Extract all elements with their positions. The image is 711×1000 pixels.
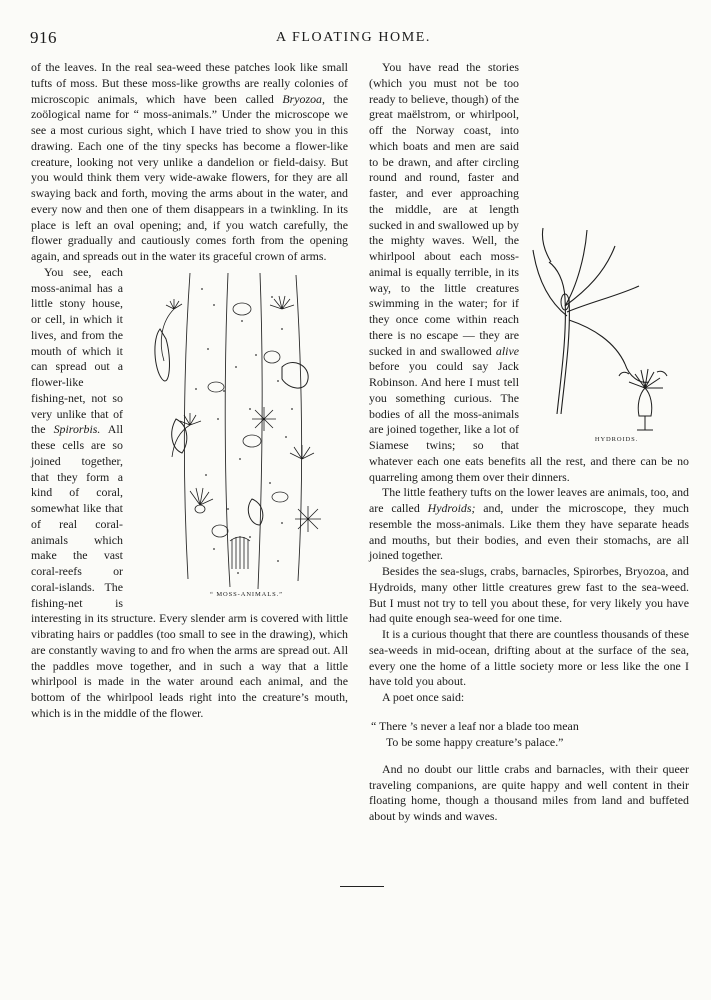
right-column [369, 60, 689, 825]
paragraph-right-3: Besides the sea-slugs, crabs, barnacles, Spirorbes, Bryozoa, and Hydroids, many other little creatures grew fast to the sea-weed. But I must not try to tell you about these, for very likely you have had quite enough sea-weed for one time. [369, 564, 689, 626]
paragraph-right-5: A poet once said: [382, 690, 465, 704]
paragraph-left-2-text: You see, each moss-animal has a little stony house, or cell, in which it lives, and from the mouth of which it can spread out a flower-like fishing-net, not so very unlike that of the Spirorbis. All these cells are so joined together, that they form a kind of coral, somewhat like that of real coral-animals which make the vast coral-reefs or coral-islands. The fishing-net is interesting in its structure. Every slender arm is covered with little vibrating hairs or paddles (too small to see in the drawing), which are constantly waving to and fro when the arms are spread out. All the paddles move together, and in such a way that a little whirlpool is made in the water around each animal, and the bottom of the whirlpool leads right into the creature’s mouth, which is in the middle of the flower. [31, 264, 348, 720]
poem-line-2: To be some happy creature’s palace.” [386, 734, 564, 749]
moss-animals-illustration [132, 269, 348, 605]
paragraph-right-4: It is a curious thought that there are countless thousands of these sea-weeds in mid-ocean, drifting about at the surface of the sea, every one the home of a little society more or less like the one I have told you about. [369, 627, 689, 689]
hydroids-caption: HYDROIDS. [594, 436, 639, 444]
paragraph-right-1-text: You have read the stories (which you must not be too ready to believe, though) of the great maëlstrom, or whirlpool, off the Norway coast, into which boats and men are said to be drawn, and after circling round and round, faster and faster, and ever approaching the middle, are at length sucked in and swallowed up by the mighty waves. Well, the whirlpool about each moss-animal is equally terrible, in its way, to the little creatures swimming in the water; for if they once come within reach there is no escape — they are sucked in and swallowed alive before you could say Jack Robinson. And here I must tell you something curious. The bodies of all the moss-animals are joined together, like a lot of Siamese twins; so that whatever each one eats benefits all the rest, and there can be no quarreling among them over their dinners. [369, 60, 689, 484]
paragraph-right-2: The little feathery tufts on the lower leaves are animals, too, and are called Hydroids; and, under the microscope, they much resemble the moss-animals. Like them they have separate heads and mouths, but their bodies, and even their stomachs, are all joined together. [369, 485, 689, 563]
paragraph-left-2 [31, 265, 348, 722]
moss-animals-drawing [132, 269, 348, 605]
hydroids-drawing [527, 216, 693, 450]
moss-animals-caption: “ MOSS-ANIMALS.” [210, 591, 283, 598]
paragraph-right-1 [369, 60, 689, 485]
page-header [30, 28, 677, 52]
running-title: A FLOATING HOME. [275, 30, 432, 45]
paragraph-right-6: And no doubt our little crabs and barnacles, with their queer traveling companions, are quite happy and well content in their floating home, though a thousand miles from land and buffeted about by winds and waves. [369, 761, 689, 823]
end-rule [340, 886, 384, 887]
paragraph-left-1: of the leaves. In the real sea-weed these patches look like small tufts of moss. But these moss-like growths are really colonies of microscopic animals, which have been called Bryozoa, the zoölogical name for “ moss-animals.” Under the microscope we see a most curious sight, which I have tried to show you in this drawing. Each one of the tiny specks has become a flower-like creature, looking not very unlike a dandelion or field-daisy. But you would think them very wide-awake flowers, for they are all swaying back and forth, moving the arms about in the water, and every now and then one of them disappears in a twinkling. In its place is left an oval opening; and, if you watch carefully, the flower gradually and cautiously comes forth from the opening again, and spreads out in the water its graceful crown of arms. [31, 60, 349, 263]
hydroids-illustration [527, 216, 693, 450]
left-column [31, 60, 348, 722]
poem-line-1: “ There ’s never a leaf nor a blade too mean [371, 718, 579, 733]
poem-quote [369, 718, 689, 750]
page-number: 916 [30, 28, 57, 47]
